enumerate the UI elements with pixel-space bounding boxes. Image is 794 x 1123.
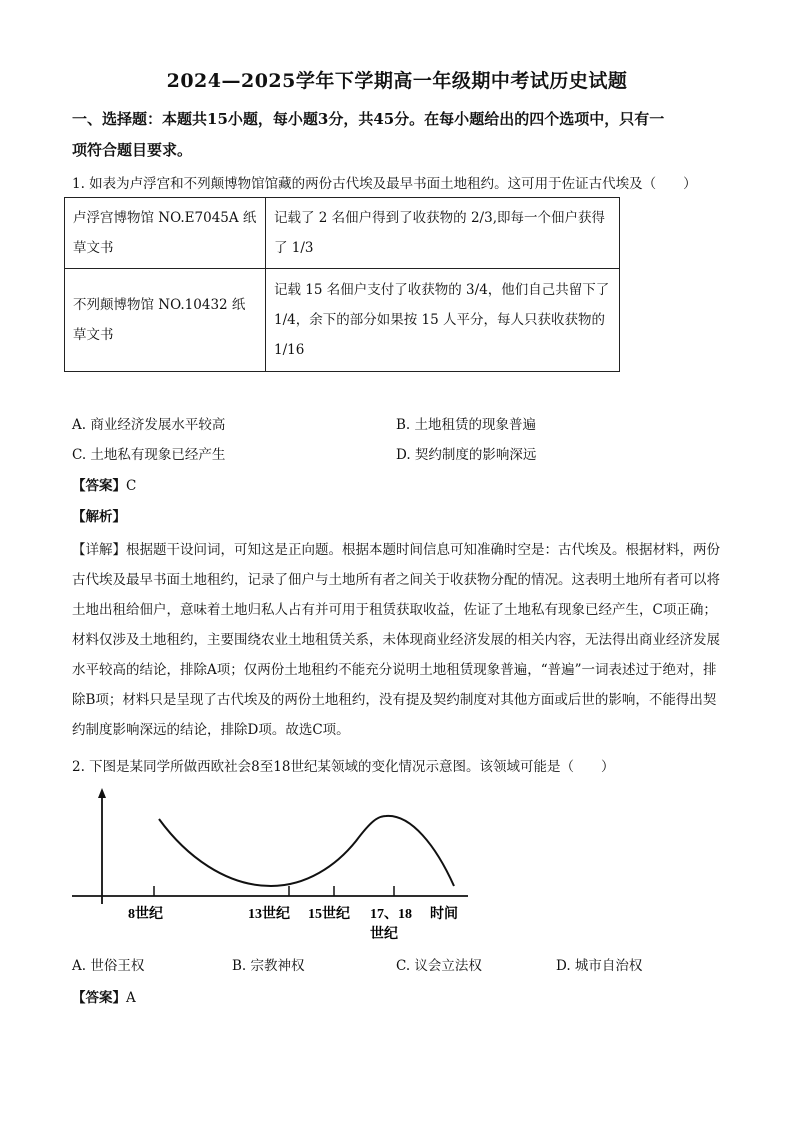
section-heading-line1: 一、选择题：本题共15小题，每小题3分，共45分。在每小题给出的四个选项中，只有一 [72, 110, 665, 128]
table-cell-source: 卢浮宫博物馆 NO.E7045A 纸草文书 [65, 198, 266, 269]
q2-answer [72, 986, 136, 1006]
q2-option-a: A. 世俗王权 [72, 958, 145, 974]
q1-detail: 【详解】根据题干设问词，可知这是正向题。根据本题时间信息可知准确时空是：古代埃及。根据材料，两份古代埃及最早书面土地租约，记录了佃户与土地所有者之间关于收获物分配的情况。这表明土地所有者可以将土地出租给佃户，意味着土地归私人占有并可用于租赁获取收益，佐证了土地私有现象已经产生，C项正确；材料仅涉及土地租约，主要围绕农业土地租赁关系，未体现商业经济发展的相关内容，无法得出商业经济发展水平较高的结论，排除A项；仅两份土地租约不能充分说明土地租赁现象普遍，“普遍”一词表述过于绝对，排除B项；材料只是呈现了古代埃及的两份土地租约，没有提及契约制度对其他方面或后世的影响，不能得出契约制度影响深远的结论，排除D项。故选C项。 [72, 542, 720, 738]
answer-label: 【答案】 [72, 990, 126, 1006]
answer-label: 【答案】 [72, 478, 126, 494]
q1-option-b: B. 土地租赁的现象普遍 [396, 417, 537, 433]
q2-option-c: C. 议会立法权 [396, 958, 482, 974]
q2-stem: 2. 下图是某同学所做西欧社会8至18世纪某领域的变化情况示意图。该领域可能是（ ） [72, 759, 615, 775]
answer-value: A [126, 990, 136, 1006]
q1-table [64, 197, 620, 372]
q1-analysis-label: 【解析】 [72, 509, 126, 525]
tick-label-century: 世纪 [370, 927, 398, 942]
q1-option-a: A. 商业经济发展水平较高 [72, 417, 226, 433]
q1-stem: 1. 如表为卢浮宫和不列颠博物馆馆藏的两份古代埃及最早书面土地租约。这可用于佐证古代埃及（ ） [72, 176, 697, 192]
q2-option-d: D. 城市自治权 [556, 958, 643, 974]
q1-answer [72, 474, 136, 494]
q2-chart [66, 786, 476, 946]
q2-option-b: B. 宗教神权 [232, 958, 305, 974]
table-row [65, 198, 620, 269]
page-title: 2024—2025学年下学期高一年级期中考试历史试题 [166, 70, 628, 92]
tick-label-15: 15世纪 [308, 907, 350, 922]
q1-option-c: C. 土地私有现象已经产生 [72, 447, 226, 463]
q1-option-d: D. 契约制度的影响深远 [396, 447, 537, 463]
table-cell-content: 记载 15 名佃户支付了收获物的 3/4，他们自己共留下了 1/4，余下的部分如果按 15 人平分，每人只获收获物的 1/16 [266, 269, 620, 372]
trend-curve [159, 816, 454, 886]
table-row [65, 269, 620, 372]
tick-label-8: 8世纪 [128, 907, 163, 922]
y-axis-arrow [98, 788, 106, 798]
tick-label-13: 13世纪 [248, 907, 290, 922]
table-cell-content: 记载了 2 名佃户得到了收获物的 2/3,即每一个佃户获得了 1/3 [266, 198, 620, 269]
answer-value: C [126, 478, 137, 494]
table-cell-source: 不列颠博物馆 NO.10432 纸草文书 [65, 269, 266, 372]
tick-label-17-18: 17、18 [370, 907, 412, 922]
axis-label-time: 时间 [430, 907, 458, 922]
section-heading-line2: 项符合题目要求。 [72, 141, 193, 159]
